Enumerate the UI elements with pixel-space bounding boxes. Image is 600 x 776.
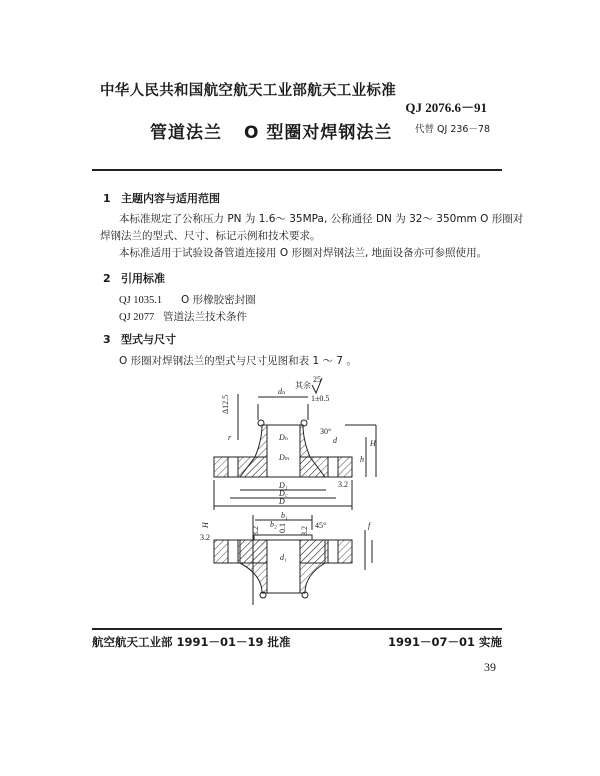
approval-date: 航空航天工业部 1991－01－19 批准 xyxy=(92,635,291,649)
dim-label: h xyxy=(360,455,364,464)
dim-label: 1±0.5 xyxy=(311,394,330,403)
roughness-rest-value: 25 xyxy=(313,375,321,384)
replaces-note: 代替 QJ 236－78 xyxy=(415,124,491,135)
paragraph: O 形圈对焊钢法兰的型式与尺寸见图和表 1 ～ 7 。 xyxy=(119,355,357,367)
dim-label: Dₘ xyxy=(279,453,290,462)
dim-label: D xyxy=(279,497,285,506)
page-number: 39 xyxy=(484,660,496,674)
dim-label: H xyxy=(201,522,210,528)
dim-label: H xyxy=(370,439,376,448)
dim-label: d₁ xyxy=(280,553,287,562)
dim-label: f xyxy=(368,521,371,530)
roughness-rest-label: 其余 xyxy=(295,381,311,390)
dim-label: dₙ xyxy=(278,387,286,396)
reference-name: O 形橡胶密封圈 xyxy=(181,294,256,306)
dim-label: 3.2 xyxy=(338,480,348,489)
dim-label: b₁ xyxy=(281,511,288,520)
dim-label: d xyxy=(333,436,337,445)
section-title: 引用标准 xyxy=(121,272,165,285)
dim-label: 45° xyxy=(315,521,327,530)
dim-label: D₁ xyxy=(279,481,288,490)
dim-label: r xyxy=(228,433,232,442)
footer-divider xyxy=(92,628,502,630)
dim-label: D꜀ xyxy=(279,489,288,498)
section-title: 主题内容与适用范围 xyxy=(121,192,220,205)
paragraph: 本标准规定了公称压力 PN 为 1.6～ 35MPa, 公称通径 DN 为 32～ 350mm O 形圈对 xyxy=(119,213,524,225)
issuer-heading: 中华人民共和国航空航天工业部航天工业标准 xyxy=(100,83,396,99)
section-number: 3 xyxy=(103,333,111,346)
reference-name: 管道法兰技术条件 xyxy=(163,311,247,323)
dim-label: 3.2 xyxy=(251,526,260,536)
dim-label: Δ12.5 xyxy=(221,394,230,414)
title-part2: O 型圈对焊钢法兰 xyxy=(244,123,393,143)
title-part1: 管道法兰 xyxy=(150,123,222,143)
section-number: 1 xyxy=(103,192,111,205)
standard-code: QJ 2076.6－91 xyxy=(405,100,487,115)
section-title: 型式与尺寸 xyxy=(121,333,176,346)
dim-label: 30° xyxy=(320,427,332,436)
dim-label: 3.2 xyxy=(300,526,309,536)
dim-label: b₂ xyxy=(270,520,277,529)
dim-label: 0.1 xyxy=(278,523,287,533)
reference-code: QJ 1035.1 xyxy=(119,295,163,306)
paragraph: 本标准适用于试验设备管道连接用 O 形圈对焊钢法兰, 地面设备亦可参照使用。 xyxy=(119,247,488,259)
reference-code: QJ 2077 xyxy=(119,312,155,323)
dim-label: 3.2 xyxy=(200,533,210,542)
paragraph: 焊钢法兰的型式、尺寸、标记示例和技术要求。 xyxy=(100,230,321,242)
section-number: 2 xyxy=(103,272,111,285)
implementation-date: 1991－07－01 实施 xyxy=(387,635,502,649)
dim-label: Dₙ xyxy=(279,433,289,442)
